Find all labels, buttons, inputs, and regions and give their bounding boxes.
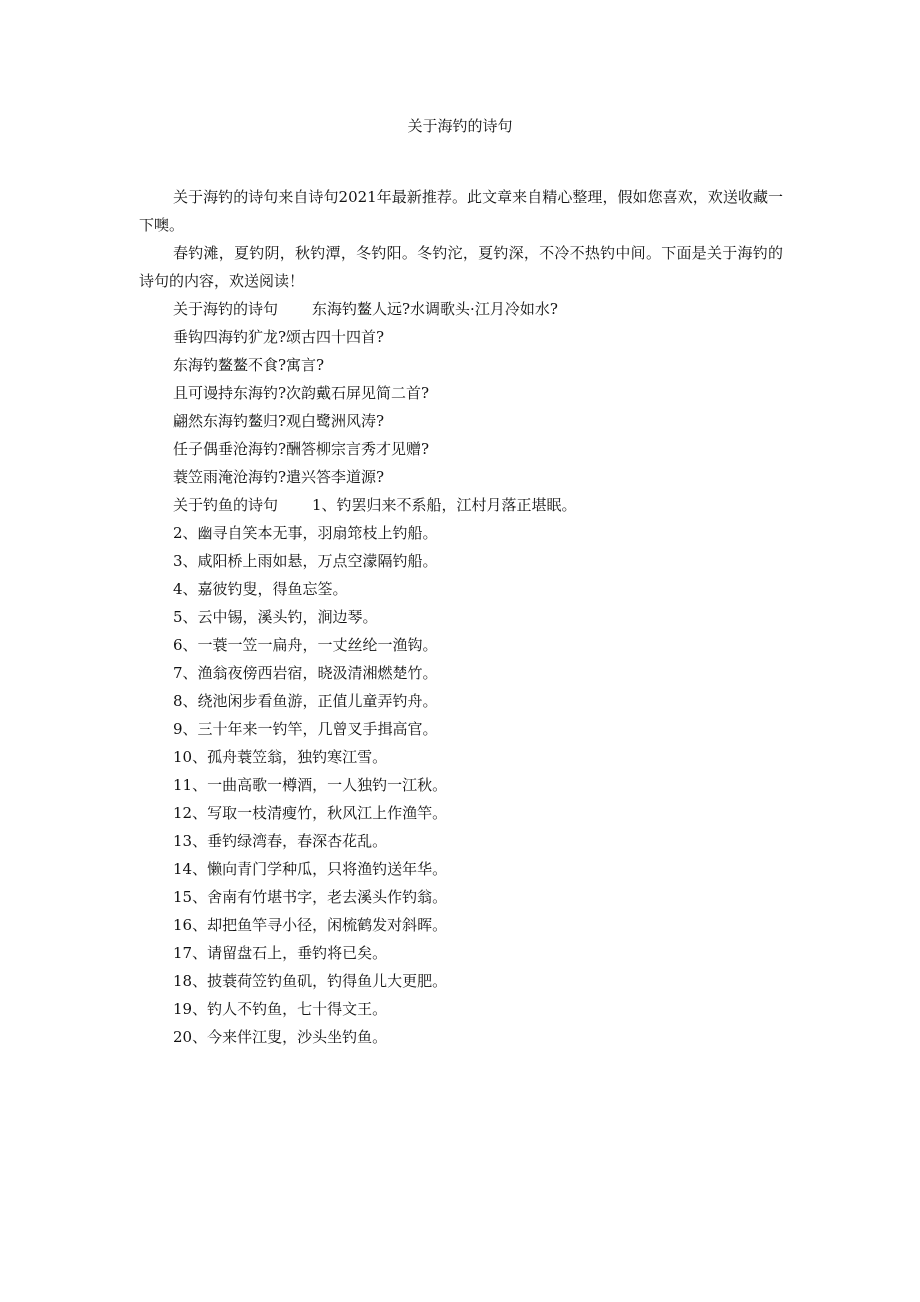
poem-line: 15、舍南有竹堪书字，老去溪头作钓翁。 — [173, 888, 448, 906]
section2-first-line: 1、钓罢归来不系船，江村月落正堪眠。 — [312, 496, 577, 514]
poem-line: 任子偶垂沧海钓?酬答柳宗言秀才见赠? — [173, 440, 430, 458]
poem-line: 蓑笠雨淹沧海钓?遣兴答李道源? — [173, 468, 385, 486]
section1-first-line: 东海钓鳌人远?水调歌头·江月冷如水? — [312, 300, 558, 318]
poem-line: 20、今来伴江叟，沙头坐钓鱼。 — [173, 1028, 388, 1046]
poem-line: 14、懒向青门学种瓜，只将渔钓送年华。 — [173, 860, 448, 878]
poem-line: 翩然东海钓鳌归?观白鹭洲风涛? — [173, 412, 385, 430]
section1-header-line — [139, 295, 783, 323]
poem-line: 10、孤舟蓑笠翁，独钓寒江雪。 — [173, 748, 388, 766]
poem-line: 13、垂钓绿湾春，春深杏花乱。 — [173, 832, 388, 850]
poem-line: 8、绕池闲步看鱼游，正值儿童弄钓舟。 — [173, 692, 438, 710]
poem-line: 18、披蓑荷笠钓鱼矶，钓得鱼儿大更肥。 — [173, 972, 448, 990]
document-title: 关于海钓的诗句 — [407, 117, 513, 135]
poem-line: 17、请留盘石上，垂钓将已矣。 — [173, 944, 388, 962]
section2-heading: 关于钓鱼的诗句 — [173, 496, 279, 514]
poem-line: 4、嘉彼钓叟，得鱼忘筌。 — [173, 580, 348, 598]
poem-line: 16、却把鱼竿寻小径，闲梳鹤发对斜晖。 — [173, 916, 448, 934]
poem-line: 5、云中锡，溪头钓，涧边琴。 — [173, 608, 378, 626]
poem-line: 且可谩持东海钓?次韵戴石屏见简二首? — [173, 384, 430, 402]
poem-line: 3、咸阳桥上雨如悬，万点空濛隔钓船。 — [173, 552, 438, 570]
poem-line: 9、三十年来一钓竿，几曾叉手揖高官。 — [173, 720, 438, 738]
document-body — [139, 183, 783, 1051]
poem-line: 东海钓鳌鳌不食?寓言? — [173, 356, 325, 374]
poem-line: 11、一曲高歌一樽酒，一人独钓一江秋。 — [173, 776, 448, 794]
intro-paragraph-1: 关于海钓的诗句来自诗句2021年最新推荐。此文章来自精心整理，假如您喜欢，欢送收藏一下噢。 — [139, 188, 783, 234]
poem-line: 垂钩四海钓犷龙?颂古四十四首? — [173, 328, 385, 346]
poem-line: 2、幽寻自笑本无事，羽扇筇枝上钓船。 — [173, 524, 438, 542]
section1-heading: 关于海钓的诗句 — [173, 300, 279, 318]
poem-line: 6、一蓑一笠一扁舟，一丈丝纶一渔钩。 — [173, 636, 438, 654]
section2-header-line — [139, 491, 783, 519]
poem-line: 19、钓人不钓鱼，七十得文王。 — [173, 1000, 388, 1018]
poem-line: 7、渔翁夜傍西岩宿，晓汲清湘燃楚竹。 — [173, 664, 438, 682]
poem-line: 12、写取一枝清瘦竹，秋风江上作渔竿。 — [173, 804, 448, 822]
intro-paragraph-2: 春钓滩，夏钓阴，秋钓潭，冬钓阳。冬钓沱，夏钓深，不冷不热钓中间。下面是关于海钓的诗句的内容，欢送阅读！ — [139, 244, 783, 290]
